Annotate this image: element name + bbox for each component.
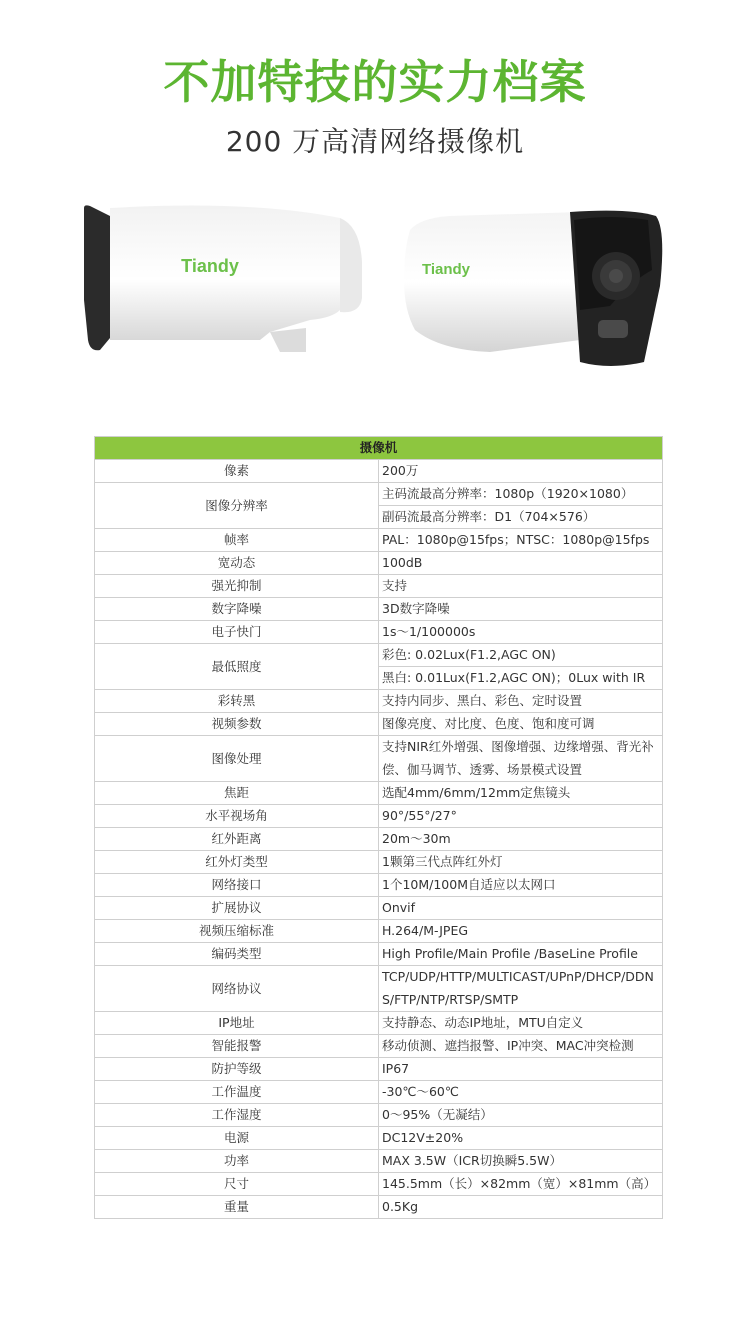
spec-row — [95, 1104, 663, 1127]
spec-key: 彩转黑 — [95, 690, 379, 713]
spec-value: 100dB — [379, 552, 663, 575]
spec-row — [95, 966, 663, 1012]
spec-row — [95, 529, 663, 552]
spec-row — [95, 621, 663, 644]
spec-key: 重量 — [95, 1196, 379, 1219]
spec-row — [95, 1035, 663, 1058]
spec-row — [95, 1196, 663, 1219]
spec-table-header: 摄像机 — [95, 437, 663, 460]
spec-key: 尺寸 — [95, 1173, 379, 1196]
headline: 不加特技的实力档案 — [163, 55, 587, 109]
spec-value: 90°/55°/27° — [379, 805, 663, 828]
spec-value: MAX 3.5W（ICR切换瞬5.5W） — [379, 1150, 663, 1173]
spec-key: 编码类型 — [95, 943, 379, 966]
spec-value: 支持NIR红外增强、图像增强、边缘增强、背光补偿、伽马调节、透雾、场景模式设置 — [379, 736, 663, 782]
spec-value: 选配4mm/6mm/12mm定焦镜头 — [379, 782, 663, 805]
spec-value: 支持内同步、黑白、彩色、定时设置 — [379, 690, 663, 713]
spec-value: 20m～30m — [379, 828, 663, 851]
spec-key: 红外灯类型 — [95, 851, 379, 874]
spec-table — [94, 436, 663, 1219]
spec-row — [95, 1058, 663, 1081]
spec-key: 功率 — [95, 1150, 379, 1173]
spec-key: 数字降噪 — [95, 598, 379, 621]
spec-value: 200万 — [379, 460, 663, 483]
spec-key: 视频压缩标准 — [95, 920, 379, 943]
spec-value: 0～95%（无凝结） — [379, 1104, 663, 1127]
spec-value: 彩色: 0.02Lux(F1.2,AGC ON) — [379, 644, 663, 667]
camera-product-image — [70, 190, 680, 370]
spec-key: 网络接口 — [95, 874, 379, 897]
spec-value: 黑白: 0.01Lux(F1.2,AGC ON)；0Lux with IR — [379, 667, 663, 690]
spec-row — [95, 782, 663, 805]
spec-key: 视频参数 — [95, 713, 379, 736]
spec-key: 水平视场角 — [95, 805, 379, 828]
spec-value: 1s～1/100000s — [379, 621, 663, 644]
camera-right-icon — [404, 211, 662, 366]
spec-key: 网络协议 — [95, 966, 379, 1012]
camera-left-icon — [84, 205, 362, 352]
spec-row — [95, 552, 663, 575]
spec-row — [95, 713, 663, 736]
spec-row — [95, 1081, 663, 1104]
spec-key: 工作湿度 — [95, 1104, 379, 1127]
spec-value: 支持 — [379, 575, 663, 598]
spec-value: 移动侦测、遮挡报警、IP冲突、MAC冲突检测 — [379, 1035, 663, 1058]
spec-value: 0.5Kg — [379, 1196, 663, 1219]
spec-value: -30℃～60℃ — [379, 1081, 663, 1104]
spec-value: H.264/M-JPEG — [379, 920, 663, 943]
spec-value: 1个10M/100M自适应以太网口 — [379, 874, 663, 897]
spec-key: 强光抑制 — [95, 575, 379, 598]
spec-row — [95, 1127, 663, 1150]
spec-row — [95, 920, 663, 943]
spec-value: TCP/UDP/HTTP/MULTICAST/UPnP/DHCP/DDNS/FTP/NTP/RTSP/SMTP — [379, 966, 663, 1012]
spec-key: 扩展协议 — [95, 897, 379, 920]
brand-logo-left: Tiandy — [181, 256, 239, 276]
spec-row — [95, 874, 663, 897]
spec-row — [95, 943, 663, 966]
spec-row — [95, 1173, 663, 1196]
spec-value: 图像亮度、对比度、色度、饱和度可调 — [379, 713, 663, 736]
spec-key: 宽动态 — [95, 552, 379, 575]
spec-value: 副码流最高分辨率：D1（704×576） — [379, 506, 663, 529]
spec-key: 图像分辨率 — [95, 483, 379, 529]
spec-row — [95, 644, 663, 667]
spec-row — [95, 460, 663, 483]
spec-value: 3D数字降噪 — [379, 598, 663, 621]
spec-row — [95, 598, 663, 621]
spec-row — [95, 851, 663, 874]
spec-key: 智能报警 — [95, 1035, 379, 1058]
spec-key: 电源 — [95, 1127, 379, 1150]
spec-key: 像素 — [95, 460, 379, 483]
spec-key: 帧率 — [95, 529, 379, 552]
spec-value: IP67 — [379, 1058, 663, 1081]
spec-row — [95, 805, 663, 828]
spec-row — [95, 483, 663, 506]
spec-row — [95, 1012, 663, 1035]
spec-value: 主码流最高分辨率：1080p（1920×1080） — [379, 483, 663, 506]
spec-value: 支持静态、动态IP地址，MTU自定义 — [379, 1012, 663, 1035]
spec-key: IP地址 — [95, 1012, 379, 1035]
spec-value: Onvif — [379, 897, 663, 920]
spec-key: 红外距离 — [95, 828, 379, 851]
spec-value: 145.5mm（长）×82mm（宽）×81mm（高） — [379, 1173, 663, 1196]
spec-key: 工作温度 — [95, 1081, 379, 1104]
spec-value: 1颗第三代点阵红外灯 — [379, 851, 663, 874]
spec-key: 图像处理 — [95, 736, 379, 782]
spec-value: High Profile/Main Profile /BaseLine Profile — [379, 943, 663, 966]
subheadline: 200 万高清网络摄像机 — [225, 125, 525, 158]
spec-row — [95, 828, 663, 851]
spec-row — [95, 690, 663, 713]
spec-key: 最低照度 — [95, 644, 379, 690]
brand-logo-right: Tiandy — [421, 261, 471, 278]
spec-value: DC12V±20% — [379, 1127, 663, 1150]
spec-row — [95, 1150, 663, 1173]
spec-key: 防护等级 — [95, 1058, 379, 1081]
spec-row — [95, 897, 663, 920]
spec-row — [95, 736, 663, 782]
spec-row — [95, 575, 663, 598]
spec-value: PAL：1080p@15fps；NTSC：1080p@15fps — [379, 529, 663, 552]
spec-key: 焦距 — [95, 782, 379, 805]
spec-key: 电子快门 — [95, 621, 379, 644]
